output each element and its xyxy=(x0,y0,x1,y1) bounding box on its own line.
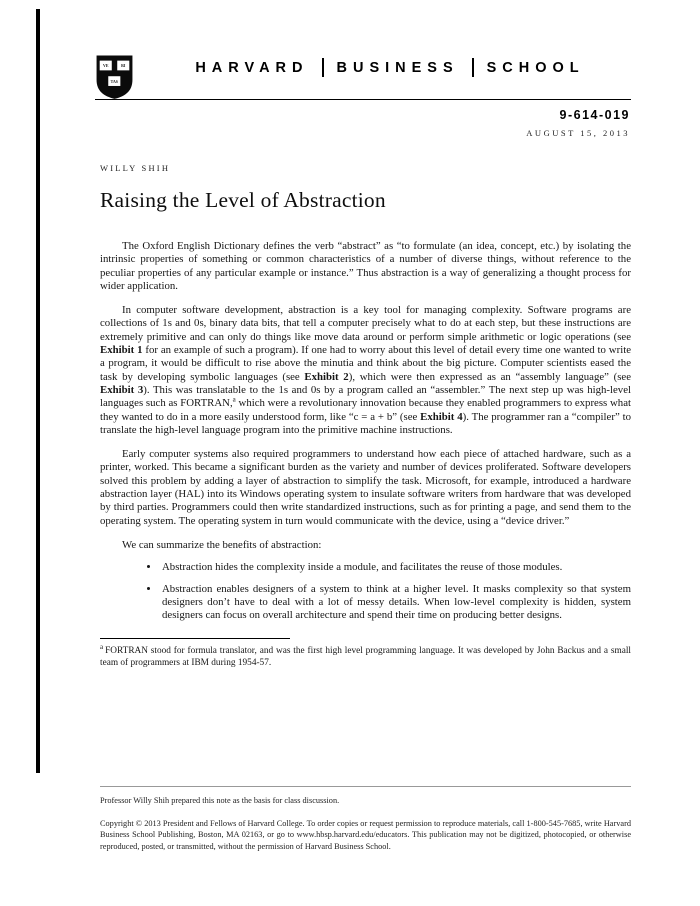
benefits-list xyxy=(100,561,631,622)
paragraph-software-abstraction xyxy=(100,304,631,437)
paragraph-hardware-abstraction: Early computer systems also required programmers to understand how each piece of attached hardware, such as a printer, worked. This became a significant burden as the variety and number of devices proliferated. Software developers solved this problem by adding a layer of abstraction to simplify the task. Microsoft, for example, introduced a hardware abstraction layer (HAL) into its Windows operating system to insulate software writers from hardware that was developed by third parties. Programmers could then write standardized instructions, such as for printing a page, and send them to the operating system. The operating system in turn would communicate with the device, using a “device driver.” xyxy=(100,448,631,527)
text-run: which were a revolutionary innovation because they enabled programmers to express what they wanted to do in a more easily understood form, like “c = a + b” (see xyxy=(100,397,631,423)
text-run: ). The programmer ran a “compiler” to translate the high-level language program into the primitive machine instructions. xyxy=(100,410,631,436)
exhibit-reference: Exhibit 1 xyxy=(100,344,143,357)
text-run: for an example of such a program). If one had to worry about this level of detail every time one wanted to write a program, it would be difficult to rise above the minutia and think about the big picture. Computer scientists eased the task by developing symbolic languages (see xyxy=(100,344,631,383)
harvard-shield-icon xyxy=(95,52,134,102)
page-footer xyxy=(100,786,631,852)
copyright-notice: Copyright © 2013 President and Fellows of Harvard College. To order copies or request permission to reproduce materials, call 1-800-545-7685, write Harvard Business School Publishing, Boston, MA 02163, or go to www.hbsp.harvard.edu/educators. This publication may not be digitized, photocopied, or otherwise reproduced, posted, or transmitted, without the permission of Harvard Business School. xyxy=(100,819,631,851)
footnote-rule xyxy=(100,638,290,639)
wordmark-harvard: HARVARD xyxy=(195,59,309,76)
footer-rule xyxy=(100,786,631,787)
preparer-note: Professor Willy Shih prepared this note as the basis for class discussion. xyxy=(100,796,340,805)
text-run: In computer software development, abstraction is a key tool for managing complexity. Software programs are collections of 1s and 0s, binary data bits, that tell a computer precisely what to do at each step, but these instructions are extremely primitive and can only do things like move data around or perform simple arithmetic or logic operations (see xyxy=(100,304,631,343)
exhibit-reference: Exhibit 2 xyxy=(304,370,349,383)
header-rule xyxy=(95,99,631,100)
document-title: Raising the Level of Abstraction xyxy=(100,188,386,212)
bullet-item-modules: • Abstraction hides the complexity inside a module, and facilitates the reuse of those modules. xyxy=(160,561,631,574)
wordmark-business: BUSINESS xyxy=(336,59,459,76)
footnote-text: FORTRAN stood for formula translator, and was the first high level programming language. It was developed by John Backus and a small team of programmers at IBM during 1954-57. xyxy=(100,646,631,669)
exhibit-reference: Exhibit 4 xyxy=(420,410,463,423)
author-name: WILLY SHIH xyxy=(100,163,171,173)
school-wordmark xyxy=(150,58,630,77)
document-id-block xyxy=(526,108,630,138)
wordmark-school: SCHOOL xyxy=(486,59,585,76)
left-accent-bar xyxy=(36,9,40,773)
footnote-reference: a xyxy=(232,395,236,404)
footnote-marker: a xyxy=(100,643,104,652)
shield-motto-tas: TAS xyxy=(110,79,118,84)
publication-date: AUGUST 15, 2013 xyxy=(526,128,630,138)
shield-motto-ve: VE xyxy=(103,64,109,69)
paragraph-definition: The Oxford English Dictionary defines the verb “abstract” as “to formulate (an idea, concept, etc.) by isolating the intrinsic properties of something or common characteristics of a number of diverse things, without reference to the peculiar properties of any particular example or instance.” Thus abstraction is a way of generalizing a thought process for wider application. xyxy=(100,240,631,292)
text-run: ). This was translatable to the 1s and 0s by a program called an “assembler.” The next step up was high-level languages such as FORTRAN, xyxy=(100,383,631,410)
wordmark-separator-bar xyxy=(322,58,324,77)
case-number: 9-614-019 xyxy=(559,108,630,122)
exhibit-reference: Exhibit 3 xyxy=(100,383,144,396)
benefits-intro: We can summarize the benefits of abstraction: xyxy=(122,538,322,551)
bullet-item-higher-level: • Abstraction enables designers of a system to think at a higher level. It masks complexity so that system designers don’t have to deal with a lot of messy details. When low-level complexity is hidden, system designers can focus on overall architecture and spend their time on producing better designs. xyxy=(160,583,631,623)
footnote xyxy=(100,645,631,669)
body-content xyxy=(100,240,631,669)
wordmark-separator-bar xyxy=(472,58,474,77)
shield-motto-ri: RI xyxy=(121,64,126,69)
text-run: ), which were then expressed as an “assembly language” (see xyxy=(348,370,631,383)
